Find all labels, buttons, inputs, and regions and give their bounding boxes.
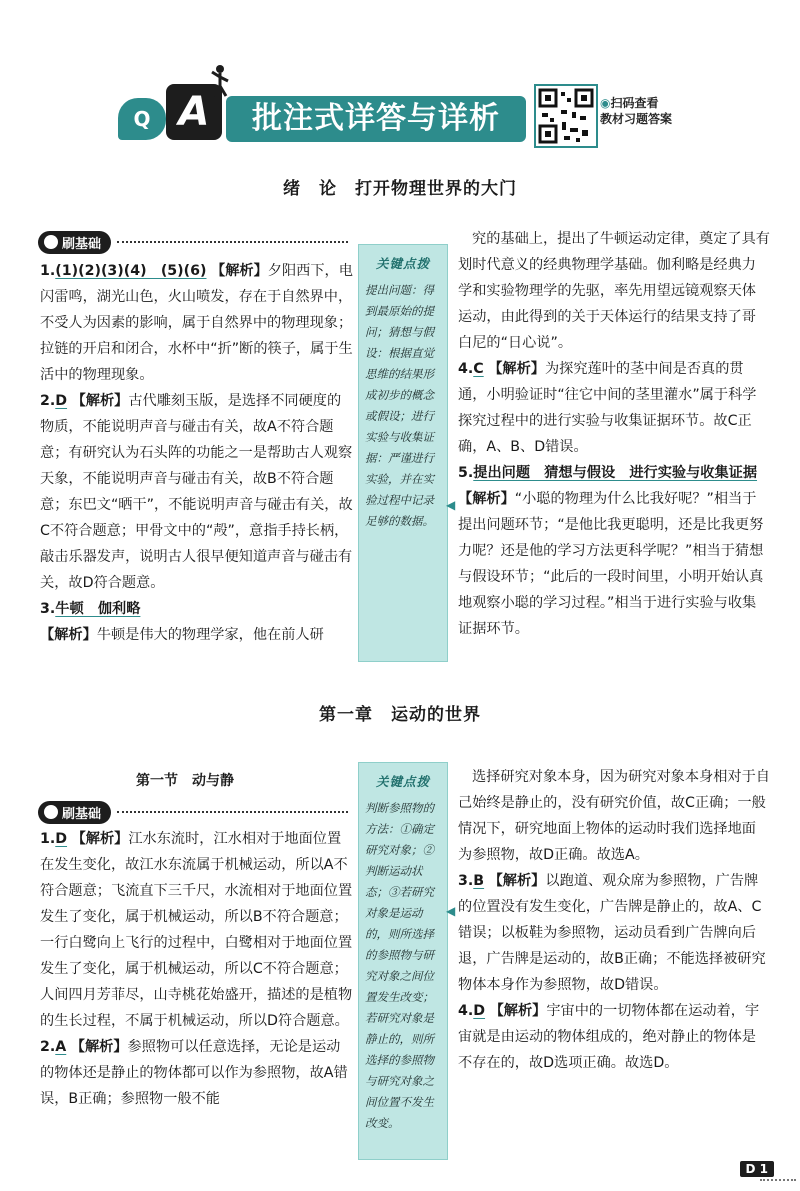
- item-answer: D: [55, 831, 68, 847]
- subsection-title: 第一节 动与静: [136, 773, 234, 789]
- item-number: 1.: [40, 831, 56, 847]
- qr-label: [600, 95, 672, 127]
- answer-item: [40, 1034, 354, 1112]
- item-text: 为探究莲叶的茎中间是否真的贯通，小明验证时“往它中间的茎里灌水”属于科学探究过程中的进行实验与收集证据环节。故C正确，A、B、D错误。: [458, 361, 757, 455]
- key-tip-box: [358, 244, 448, 662]
- key-tip-text: 判断参照物的方法：①确定研究对象；②判断运动状态；③若研究对象是运动的，则所选择的参照物与研究对象之间位置发生改变；若研究对象是静止的，则所选择的参照物与研究对象之间位置不发生改变。: [365, 801, 434, 1130]
- analysis-tag: 【解析】: [40, 627, 97, 643]
- item-text: 牛顿是伟大的物理学家，他在前人研: [96, 627, 324, 643]
- analysis-tag: 【解析】: [71, 393, 129, 409]
- item-text: 江水东流时，江水相对于地面位置在发生变化，故江水东流属于机械运动，所以A不符合题意；飞流直下三千尺，水流相对于地面位置发生了变化，属于机械运动，所以B不符合题意；一行白鹭向上飞行的过程中，白鹭相对于地面位置发生了变化，属于机械运动，所以C不符合题意；人间四月芳菲尽，山寺桃花始盛开，描述的是植物的生长过程，不属于机械运动，所以D符合题意。: [40, 831, 353, 1029]
- q-badge: Q: [118, 98, 166, 140]
- item-number: 1.: [40, 263, 56, 279]
- answer-item: [40, 622, 354, 648]
- scan-icon: ◉: [600, 96, 611, 110]
- item-answer: D: [55, 393, 68, 409]
- brush-icon: [44, 805, 58, 819]
- pointer-arrow-icon: ◀: [446, 904, 456, 918]
- item-text: 参照物可以任意选择，无论是运动的物体还是静止的物体都可以作为参照物，故A错误，B正确；参照物一般不能: [40, 1039, 348, 1107]
- intro-left-column: [40, 258, 354, 648]
- page-number: D 1: [740, 1161, 775, 1177]
- answer-item: [458, 868, 770, 998]
- answer-item: [40, 258, 354, 388]
- brush-basic-header: [38, 800, 348, 824]
- item-answer: A: [55, 1039, 67, 1055]
- brush-icon: [44, 235, 58, 249]
- brush-label: 刷基础: [62, 806, 102, 822]
- item-number: 5.: [458, 465, 474, 481]
- dotted-divider: [117, 241, 348, 243]
- page-title: 批注式详答与详析: [226, 96, 526, 142]
- qr-code-icon: [534, 84, 598, 148]
- chapter-right-column: [458, 764, 770, 1076]
- page-dots-decoration: [760, 1179, 796, 1181]
- item-text: “小聪的物理为什么比我好呢？”相当于提出问题环节；“是他比我更聪明，还是比我更努力呢？还是他的学习方法更科学呢？”相当于猜想与假设环节；“此后的一段时间里，小明开始认真地观察小聪的学习过程。”相当于进行实验与收集证据环节。: [458, 491, 764, 637]
- qr-label-line1: 扫码查看: [610, 96, 659, 110]
- climber-icon: [206, 64, 234, 98]
- answer-item: [40, 596, 354, 622]
- item-number: 4.: [458, 1003, 474, 1019]
- brush-badge: [38, 801, 111, 824]
- answer-item: [458, 460, 770, 642]
- item-answer: 提出问题 猜想与假设 进行实验与收集证据: [473, 465, 758, 481]
- item-number: 3.: [40, 601, 56, 617]
- analysis-tag: 【解析】: [71, 831, 129, 847]
- item-number: 2.: [40, 1039, 56, 1055]
- item-answer: 牛顿 伽利略: [55, 601, 141, 617]
- item-answer: C: [473, 361, 484, 377]
- brush-basic-header: [38, 230, 348, 254]
- brush-label: 刷基础: [62, 236, 102, 252]
- item-text: 古代雕刻玉版，是选择不同硬度的物质，不能说明声音与碰击有关，故A不符合题意；有研究认为石头阵的功能之一是帮助古人观察天象，不能说明声音与碰击有关，故B不符合题意；东巴文“晒干”，不能说明声音与碰击有关，故C不符合题意；甲骨文中的“殸”，意指手持长柄，敲击乐器发声，说明古人很早便知道声音与碰击有关，故D符合题意。: [40, 393, 353, 591]
- analysis-tag: 【解析】: [211, 263, 268, 279]
- answer-item: [458, 998, 770, 1076]
- answer-item: [40, 388, 354, 596]
- item-number: 2.: [40, 393, 56, 409]
- item-text: 究的基础上，提出了牛顿运动定律，奠定了具有划时代意义的经典物理学基础。伽利略是经典力学和实验物理学的先驱，率先用望远镜观察天体运动，由此得到的关于天体运行的结果支持了哥白尼的“日心说”。: [458, 231, 770, 351]
- key-tip-text: 提出问题：得到最原始的提问；猜想与假设：根据直觉思维的结果形成初步的概念或假设；进行实验与收集证据：严谨进行实验，并在实验过程中记录足够的数据。: [365, 283, 434, 528]
- item-number: 3.: [458, 873, 474, 889]
- item-text: 选择研究对象本身，因为研究对象本身相对于自己始终是静止的，没有研究价值，故C正确；一般情况下，研究地面上物体的运动时我们选择地面为参照物，故D正确。故选A。: [458, 769, 770, 863]
- item-text: 宇宙中的一切物体都在运动着，宇宙就是由运动的物体组成的，绝对静止的物体是不存在的，故D选项正确。故选D。: [458, 1003, 760, 1071]
- analysis-tag: 【解析】: [458, 491, 515, 507]
- item-number: 4.: [458, 361, 474, 377]
- a-badge: A: [166, 84, 222, 140]
- dotted-divider: [117, 811, 348, 813]
- answer-item: [40, 826, 354, 1034]
- key-tip-box: [358, 762, 448, 1160]
- analysis-tag: 【解析】: [489, 1003, 547, 1019]
- qr-label-line2: 教材习题答案: [600, 112, 673, 126]
- key-tip-title: 关键点拨: [375, 256, 430, 271]
- analysis-tag: 【解析】: [488, 873, 546, 889]
- key-tip-title: 关键点拨: [375, 774, 430, 789]
- item-answer: B: [473, 873, 485, 889]
- item-answer: (1)(2)(3)(4) (5)(6): [55, 263, 207, 279]
- item-text: 夕阳西下，电闪雷鸣，湖光山色，火山喷发，存在于自然界中，不受人为因素的影响，属于自然界中的物理现象；拉链的开启和闭合，水杯中“折”断的筷子，属于生活中的物理现象。: [40, 263, 353, 383]
- pointer-arrow-icon: ◀: [446, 498, 456, 512]
- answer-item: [458, 226, 770, 356]
- analysis-tag: 【解析】: [70, 1039, 128, 1055]
- item-text: 以跑道、观众席为参照物，广告牌的位置没有发生变化，广告牌是静止的，故A、C错误；以板鞋为参照物，运动员看到广告牌向后退，广告牌是运动的，故B正确；不能选择被研究物体本身作为参照物，故D错误。: [458, 873, 766, 993]
- brush-badge: [38, 231, 111, 254]
- analysis-tag: 【解析】: [488, 361, 545, 377]
- answer-item: [458, 764, 770, 868]
- intro-right-column: [458, 226, 770, 642]
- answer-item: [458, 356, 770, 460]
- section-title-intro: 绪 论 打开物理世界的大门: [283, 179, 517, 199]
- chapter-title: 第一章 运动的世界: [319, 705, 481, 725]
- chapter-left-column: [40, 826, 354, 1112]
- item-answer: D: [473, 1003, 486, 1019]
